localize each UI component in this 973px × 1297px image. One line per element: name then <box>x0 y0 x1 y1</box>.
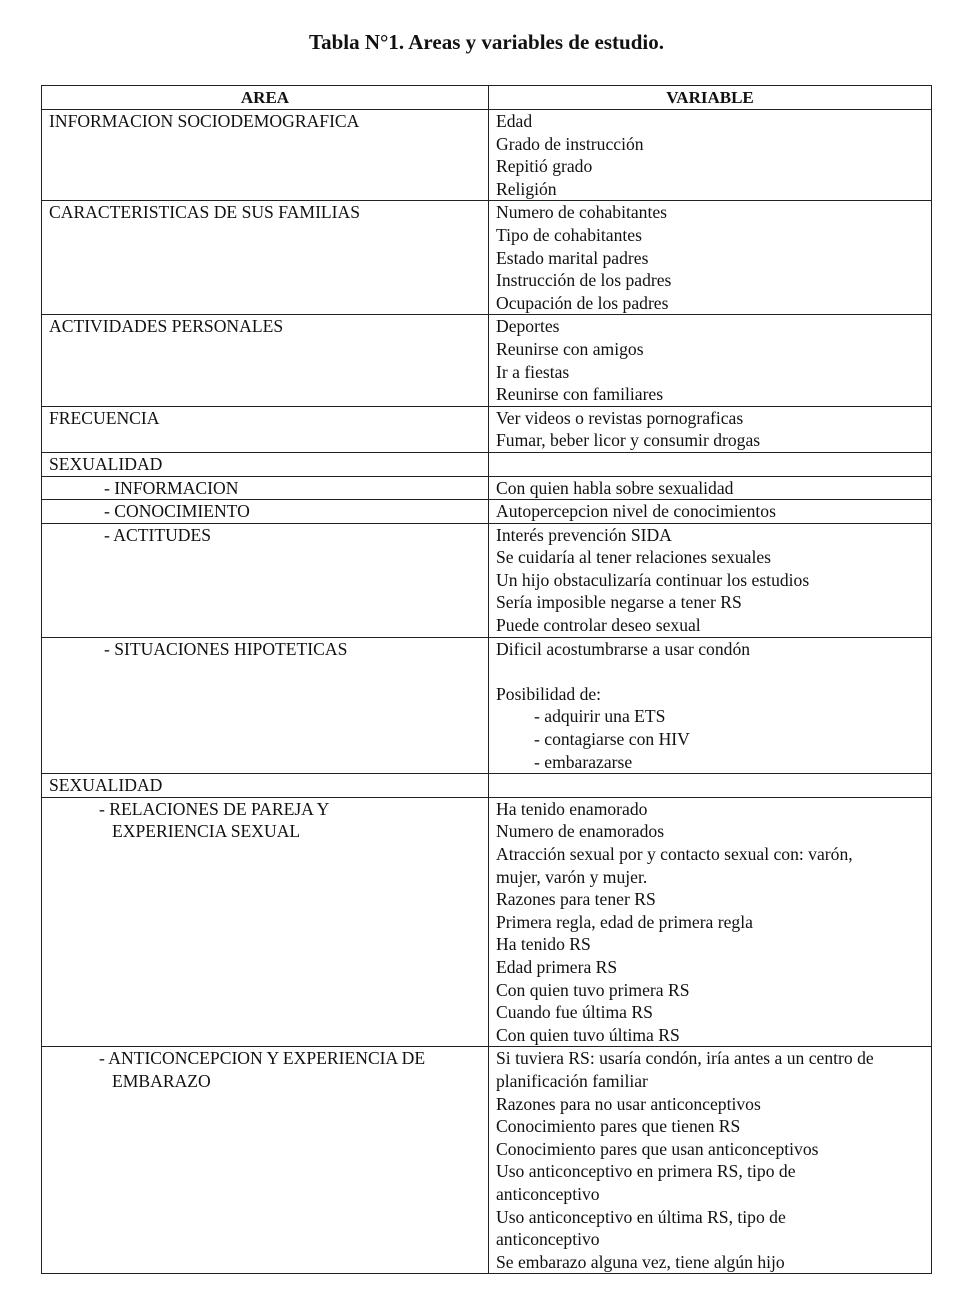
variable-item: Con quien habla sobre sexualidad <box>496 477 734 498</box>
variable-item: Religión <box>496 178 557 199</box>
variable-item: Edad primera RS <box>496 956 618 977</box>
variable-cell <box>489 1047 932 1274</box>
areas-variables-table <box>41 85 932 1274</box>
area-cell <box>42 500 489 524</box>
variable-subitem: - embarazarse <box>534 751 633 772</box>
table-row <box>42 523 932 637</box>
variable-item: Conocimiento pares que tienen RS <box>496 1116 741 1137</box>
variable-item: planificación familiar <box>496 1070 648 1091</box>
table-row <box>42 406 932 452</box>
variable-item: Ver videos o revistas pornograficas <box>496 407 744 428</box>
variable-cell-empty <box>489 452 932 476</box>
variable-cell <box>489 523 932 637</box>
variable-item: Numero de enamorados <box>496 821 665 842</box>
variable-cell <box>489 500 932 524</box>
area-cell: INFORMACION SOCIODEMOGRAFICA <box>42 110 489 201</box>
variable-item: mujer, varón y mujer. <box>496 866 648 887</box>
subarea-label: - ACTITUDES <box>104 524 212 545</box>
subarea-label: - RELACIONES DE PAREJA Y <box>99 798 330 819</box>
area-cell <box>42 476 489 500</box>
variable-item: Fumar, beber licor y consumir drogas <box>496 430 761 451</box>
variable-item: anticonceptivo <box>496 1183 600 1204</box>
table-row <box>42 476 932 500</box>
area-cell <box>42 523 489 637</box>
variable-item: Tipo de cohabitantes <box>496 224 642 245</box>
table-row <box>42 315 932 406</box>
variable-item: Razones para tener RS <box>496 889 656 910</box>
blank-line <box>496 660 925 683</box>
table-row <box>42 637 932 774</box>
subarea-label-cont: EXPERIENCIA SEXUAL <box>112 821 301 842</box>
area-cell: FRECUENCIA <box>42 406 489 452</box>
variable-item: Con quien tuvo última RS <box>496 1024 680 1045</box>
variable-item: Edad <box>496 111 533 131</box>
variable-cell <box>489 201 932 315</box>
variable-item: Ha tenido enamorado <box>496 798 648 819</box>
subarea-label: - CONOCIMIENTO <box>104 501 250 522</box>
variable-item: Instrucción de los padres <box>496 270 672 291</box>
variable-cell-empty <box>489 774 932 798</box>
variable-subitem: - adquirir una ETS <box>534 706 666 727</box>
table-row <box>42 500 932 524</box>
subarea-label: - INFORMACION <box>104 477 239 498</box>
variable-cell <box>489 476 932 500</box>
table-row <box>42 201 932 315</box>
variable-item: Autopercepcion nivel de conocimientos <box>496 501 776 522</box>
variable-cell <box>489 315 932 406</box>
variable-item: Primera regla, edad de primera regla <box>496 911 753 932</box>
area-cell: SEXUALIDAD <box>42 774 489 798</box>
variable-item: anticonceptivo <box>496 1229 600 1250</box>
header-variable: VARIABLE <box>489 86 932 110</box>
variable-item: Se cuidaría al tener relaciones sexuales <box>496 547 772 568</box>
area-cell <box>42 797 489 1047</box>
variable-cell <box>489 637 932 774</box>
table-row <box>42 452 932 476</box>
table-row <box>42 797 932 1047</box>
variable-item: Numero de cohabitantes <box>496 202 667 223</box>
variable-item: Reunirse con familiares <box>496 384 664 405</box>
variable-cell <box>489 110 932 201</box>
variable-item: Posibilidad de: <box>496 683 602 704</box>
variable-item: Cuando fue última RS <box>496 1002 653 1023</box>
variable-item: Ha tenido RS <box>496 934 591 955</box>
variable-item: Interés prevención SIDA <box>496 524 672 545</box>
variable-item: Se embarazo alguna vez, tiene algún hijo <box>496 1251 785 1272</box>
variable-item: Uso anticonceptivo en primera RS, tipo de <box>496 1161 796 1182</box>
variable-item: Con quien tuvo primera RS <box>496 979 690 1000</box>
subarea-label-cont: EMBARAZO <box>112 1070 211 1091</box>
header-area: AREA <box>42 86 489 110</box>
variable-item: Si tuviera RS: usaría condón, iría antes a un centro de <box>496 1048 874 1069</box>
variable-item: Reunirse con amigos <box>496 338 644 359</box>
variable-cell <box>489 406 932 452</box>
variable-item: Puede controlar deseo sexual <box>496 615 701 636</box>
variable-item: Ir a fiestas <box>496 361 570 382</box>
variable-cell <box>489 797 932 1047</box>
variable-subitem: - contagiarse con HIV <box>534 729 690 750</box>
table-row <box>42 774 932 798</box>
area-cell: SEXUALIDAD <box>42 452 489 476</box>
area-cell: CARACTERISTICAS DE SUS FAMILIAS <box>42 201 489 315</box>
area-cell: ACTIVIDADES PERSONALES <box>42 315 489 406</box>
table-header-row <box>42 86 932 110</box>
table-title: Tabla N°1. Areas y variables de estudio. <box>309 30 664 54</box>
variable-item: Grado de instrucción <box>496 133 644 154</box>
variable-item: Atracción sexual por y contacto sexual con: varón, <box>496 844 853 864</box>
variable-item: Un hijo obstaculizaría continuar los estudios <box>496 569 810 590</box>
area-cell <box>42 637 489 774</box>
variable-item: Ocupación de los padres <box>496 292 669 313</box>
variable-item: Sería imposible negarse a tener RS <box>496 592 742 613</box>
subarea-label: - SITUACIONES HIPOTETICAS <box>104 638 348 659</box>
variable-item: Deportes <box>496 316 560 337</box>
variable-item: Repitió grado <box>496 156 593 177</box>
variable-item: Estado marital padres <box>496 247 649 268</box>
area-cell <box>42 1047 489 1274</box>
table-row <box>42 110 932 201</box>
variable-item: Razones para no usar anticonceptivos <box>496 1093 761 1114</box>
table-row <box>42 1047 932 1274</box>
variable-item: Conocimiento pares que usan anticonceptivos <box>496 1138 819 1159</box>
subarea-label: - ANTICONCEPCION Y EXPERIENCIA DE <box>99 1048 426 1069</box>
variable-item: Dificil acostumbrarse a usar condón <box>496 638 751 659</box>
variable-item: Uso anticonceptivo en última RS, tipo de <box>496 1206 786 1227</box>
